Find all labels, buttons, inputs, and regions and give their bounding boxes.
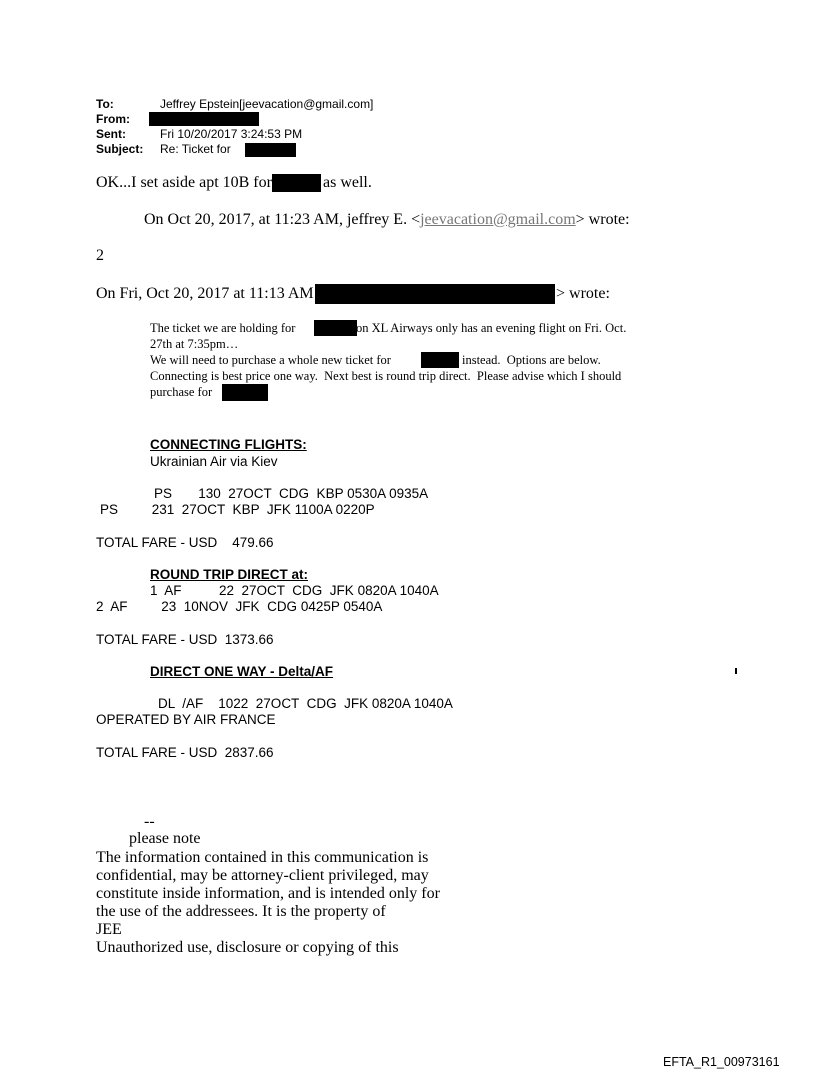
disclaimer-line-4: the use of the addressees. It is the property of [96,903,386,920]
reply-number: 2 [96,247,104,264]
body-line-1a: OK...I set aside apt 10B for [96,174,272,191]
quote-header-2: On Fri, Oct 20, 2017 at 11:13 AM [96,285,314,302]
redaction-subject [245,143,296,157]
sent-label: Sent: [96,127,126,141]
quoted-line-5: purchase for [150,385,213,399]
quoted-line-4: Connecting is best price one way. Next best is round trip direct. Please advise which I should [150,369,622,383]
redaction-quoted-3 [421,352,459,368]
quote1-prefix: On Oct 20, 2017, at 11:23 AM, jeffrey E. < [144,211,421,228]
disclaimer-line-6: Unauthorized use, disclosure or copying of this [96,939,399,956]
connecting-row-1: PS 130 27OCT CDG KBP 0530A 0935A [154,486,429,501]
signature-dashes: -- [144,813,155,830]
disclaimer-line-1: The information contained in this communication is [96,849,429,866]
one-way-total-fare: TOTAL FARE - USD 2837.66 [96,745,274,760]
quoted-line-1b: on XL Airways only has an evening flight on Fri. Oct. [356,321,627,335]
to-value: Jeffrey Epstein[jeevacation@gmail.com] [160,97,374,111]
body-line-1b: as well. [323,174,372,191]
one-way-row-1: DL /AF 1022 27OCT CDG JFK 0820A 1040A [158,696,453,711]
round-trip-row-1: 1 AF 22 27OCT CDG JFK 0820A 1040A [150,583,439,598]
disclaimer-line-5: JEE [96,921,122,938]
redaction-from [149,112,259,126]
stray-mark [735,668,737,674]
connecting-flights-heading: CONNECTING FLIGHTS: [150,437,307,452]
to-label: To: [96,97,114,111]
one-way-operator: OPERATED BY AIR FRANCE [96,712,276,727]
quote1-suffix: > wrote: [575,211,630,228]
redaction-quoted-5 [222,384,268,401]
redaction-sender [315,284,555,304]
connecting-airline: Ukrainian Air via Kiev [150,454,278,469]
sent-value: Fri 10/20/2017 3:24:53 PM [160,127,303,141]
quoted-line-2: 27th at 7:35pm… [150,337,239,351]
round-trip-total-fare: TOTAL FARE - USD 1373.66 [96,632,274,647]
round-trip-row-2: 2 AF 23 10NOV JFK CDG 0425P 0540A [96,599,383,614]
quoted-line-3a: We will need to purchase a whole new ticket for [150,353,391,367]
quoted-line-3b: instead. Options are below. [462,353,601,367]
signature-note: please note [129,830,201,847]
subject-value: Re: Ticket for [160,142,231,156]
quote1-email-link[interactable]: jeevacation@gmail.com [420,211,576,228]
quote-header-1 [144,211,630,229]
connecting-total-fare: TOTAL FARE - USD 479.66 [96,535,274,550]
quoted-line-1a: The ticket we are holding for [150,321,296,335]
round-trip-heading: ROUND TRIP DIRECT at: [150,567,309,582]
from-label: From: [96,112,130,126]
one-way-heading: DIRECT ONE WAY - Delta/AF [150,664,334,679]
subject-label: Subject: [96,142,144,156]
redaction-quoted-1 [314,320,357,336]
disclaimer-line-3: constitute inside information, and is intended only for [96,885,440,902]
document-id: EFTA_R1_00973161 [663,1055,780,1069]
redaction-body-1 [272,174,321,192]
connecting-row-2: PS 231 27OCT KBP JFK 1100A 0220P [100,502,375,517]
disclaimer-line-2: confidential, may be attorney-client privileged, may [96,867,429,884]
quote-header-2-suffix: > wrote: [556,285,610,302]
